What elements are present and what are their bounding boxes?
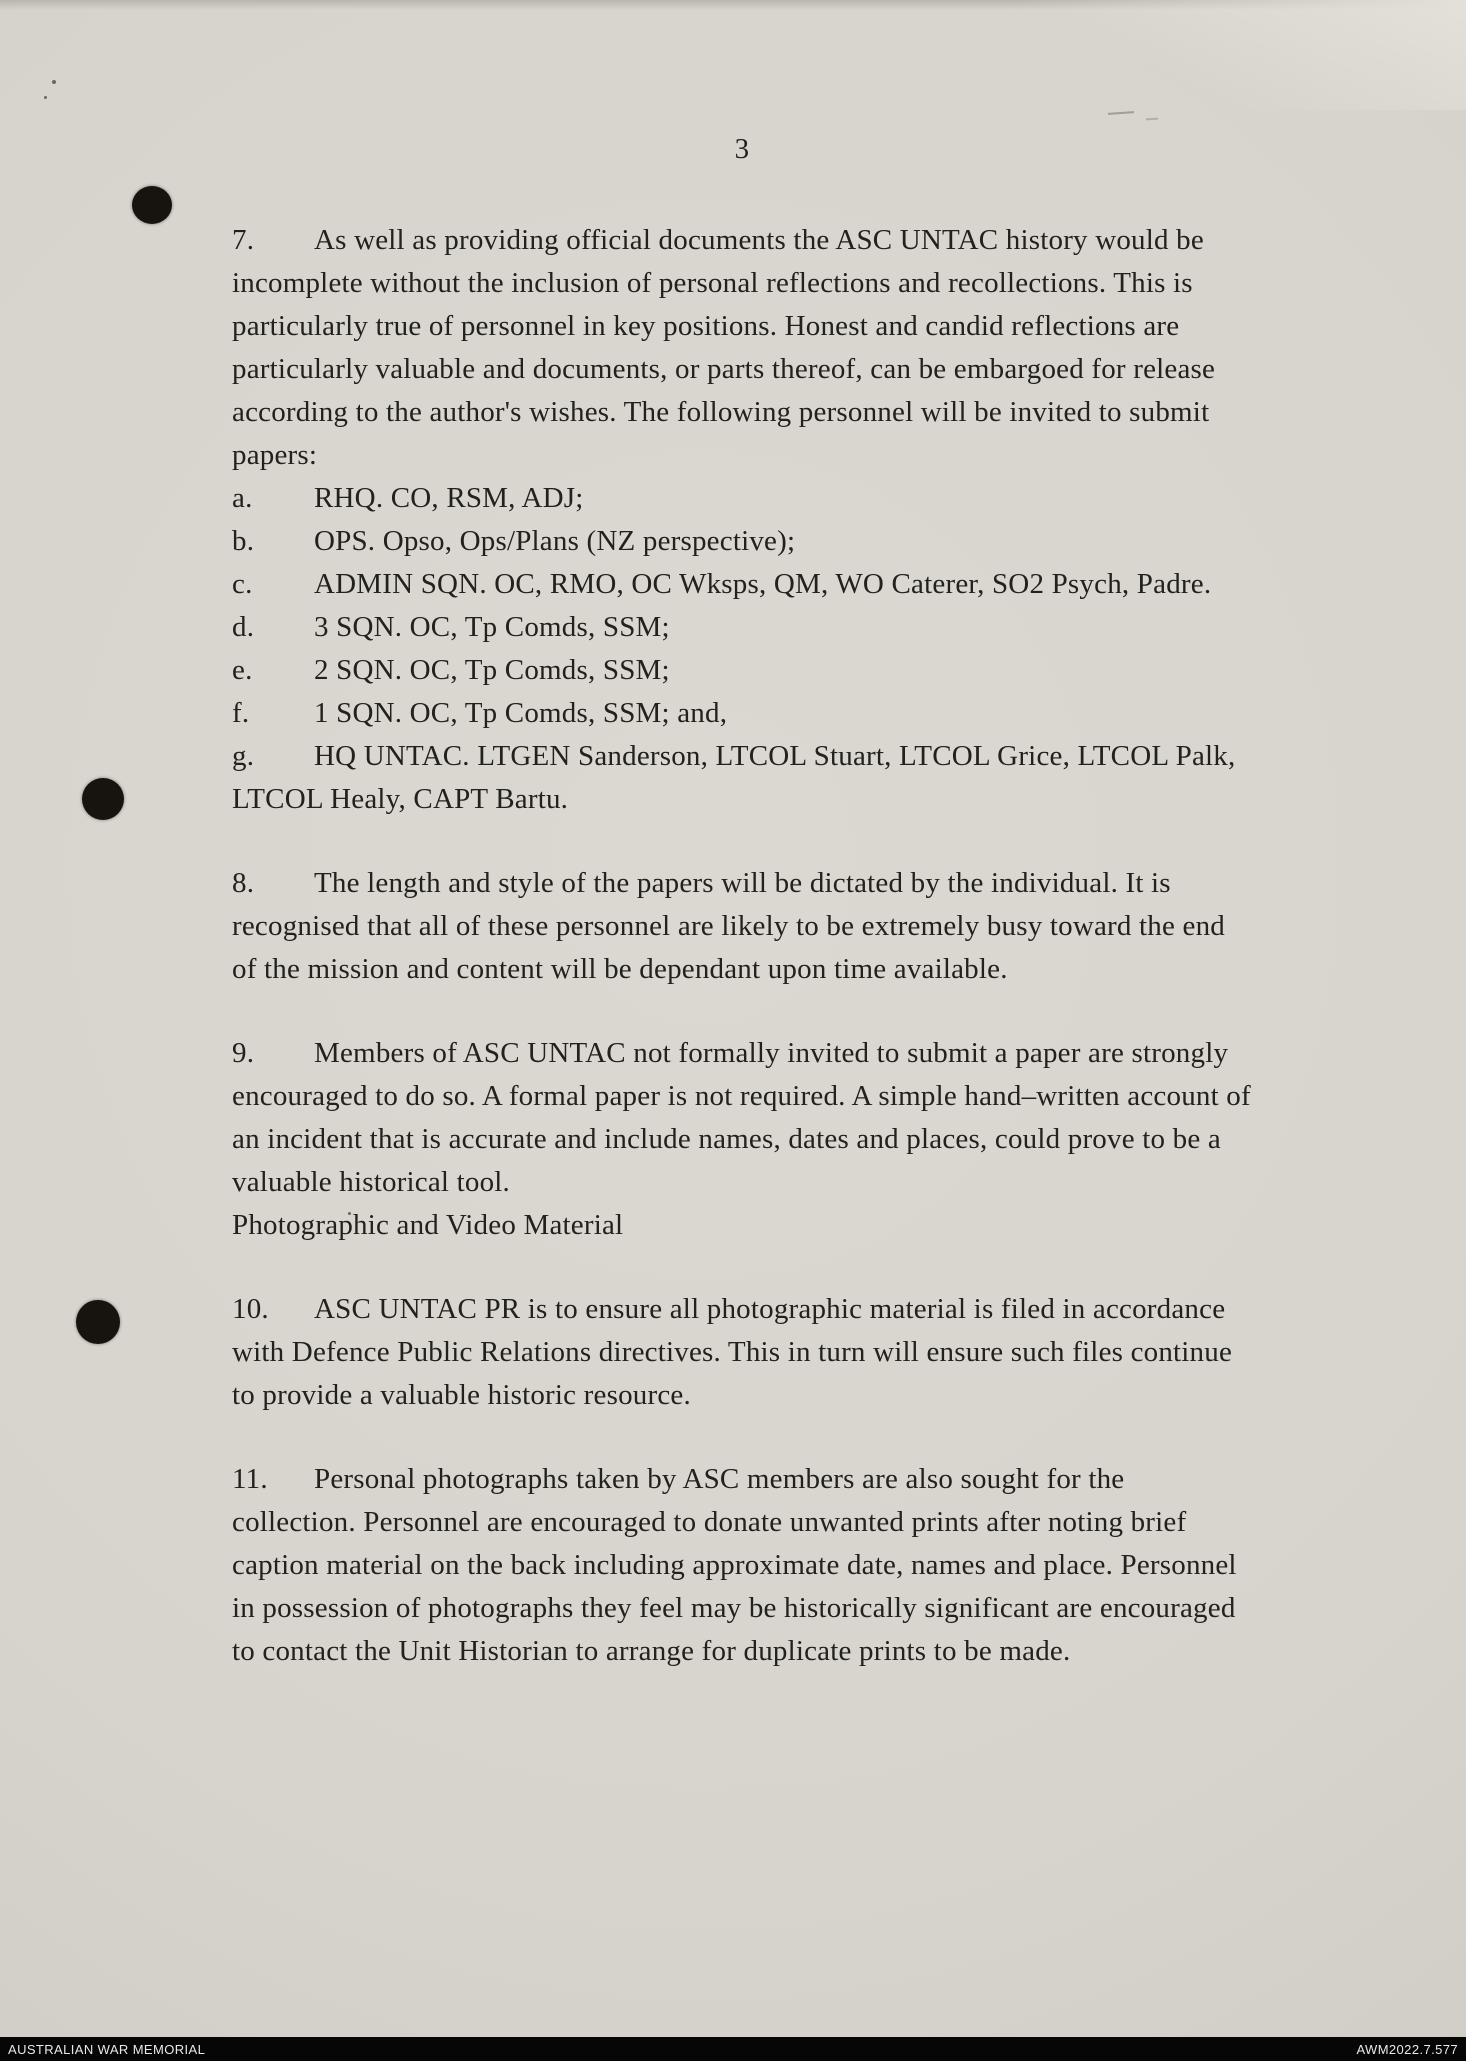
- list-item-b-label: b.: [232, 525, 255, 557]
- paragraph-9-number: 9.: [232, 1037, 255, 1069]
- paragraph-8-number: 8.: [232, 867, 255, 899]
- list-item-b: [232, 520, 1252, 563]
- paragraph-8-text: The length and style of the papers will be dictated by the individual. It is recognised that all of these personnel are likely to be extremely busy toward the end of the mission and content will be dependant upon time available.: [232, 867, 1226, 985]
- archive-footer-bar: [0, 2037, 1466, 2061]
- list-item-c-label: c.: [232, 568, 253, 600]
- list-item-f: [232, 692, 1252, 735]
- paragraph-9: [232, 1032, 1252, 1204]
- list-item-c: [232, 563, 1252, 606]
- paragraph-8: [232, 862, 1252, 991]
- paragraph-7: [232, 219, 1252, 477]
- scan-artifact: [1108, 111, 1134, 115]
- list-item-c-text: ADMIN SQN. OC, RMO, OC Wksps, QM, WO Caterer, SO2 Psych, Padre.: [314, 568, 1212, 600]
- list-item-e: [232, 649, 1252, 692]
- list-item-d-text: 3 SQN. OC, Tp Comds, SSM;: [314, 611, 670, 643]
- paragraph-7-text: As well as providing official documents the ASC UNTAC history would be incomplete without the inclusion of personal reflections and recollections. This is particularly true of personnel in key positions. Honest and candid reflections are particularly valuable and documents, or parts thereof, can be embargoed for release according to the author's wishes. The following personnel will be invited to submit papers:: [232, 224, 1216, 471]
- punch-hole: [82, 778, 124, 820]
- paragraph-7-number: 7.: [232, 224, 255, 256]
- list-item-g-label: g.: [232, 740, 255, 772]
- list-item-g: [232, 735, 1252, 821]
- punch-hole: [132, 186, 172, 224]
- paragraph-11-number: 11.: [232, 1463, 268, 1495]
- paragraph-10: [232, 1288, 1252, 1417]
- page-number: 3: [734, 133, 750, 165]
- list-item-a-label: a.: [232, 482, 253, 514]
- scan-corner-light-patch: [1006, 0, 1466, 110]
- paragraph-10-text: ASC UNTAC PR is to ensure all photographic material is filed in accordance with Defence Public Relations directives. This in turn will ensure such files continue to provide a valuable historic resource.: [232, 1293, 1233, 1411]
- list-item-e-text: 2 SQN. OC, Tp Comds, SSM;: [314, 654, 670, 686]
- punch-hole: [76, 1300, 120, 1344]
- list-item-g-text: HQ UNTAC. LTGEN Sanderson, LTCOL Stuart, LTCOL Grice, LTCOL Palk, LTCOL Healy, CAPT Bartu.: [232, 740, 1236, 815]
- list-item-d-label: d.: [232, 611, 255, 643]
- list-item-f-text: 1 SQN. OC, Tp Comds, SSM; and,: [314, 697, 728, 729]
- paragraph-11: [232, 1458, 1252, 1673]
- list-item-d: [232, 606, 1252, 649]
- scan-artifact: [44, 96, 47, 99]
- list-item-b-text: OPS. Opso, Ops/Plans (NZ perspective);: [314, 525, 796, 557]
- section-heading: Photographic and Video Material: [232, 1209, 624, 1241]
- list-item-a-text: RHQ. CO, RSM, ADJ;: [314, 482, 584, 514]
- paragraph-10-number: 10.: [232, 1293, 269, 1325]
- list-item-f-label: f.: [232, 697, 250, 729]
- page-content: [232, 128, 1252, 1673]
- archive-source-label: AUSTRALIAN WAR MEMORIAL: [8, 2041, 206, 2057]
- paragraph-11-text: Personal photographs taken by ASC members are also sought for the collection. Personnel are encouraged to donate unwanted prints after noting brief caption material on the back including approximate date, names and place. Personnel in possession of photographs they feel may be historically significant are encouraged to contact the Unit Historian to arrange for duplicate prints to be made.: [232, 1463, 1237, 1667]
- list-item-a: [232, 477, 1252, 520]
- archive-reference-number: AWM2022.7.577: [1356, 2041, 1458, 2057]
- list-item-e-label: e.: [232, 654, 253, 686]
- scan-artifact: [1146, 118, 1158, 121]
- scan-artifact: [52, 80, 56, 84]
- paragraph-9-text: Members of ASC UNTAC not formally invited to submit a paper are strongly encouraged to do so. A formal paper is not required. A simple hand–written account of an incident that is accurate and include names, dates and places, could prove to be a valuable historical tool.: [232, 1037, 1251, 1198]
